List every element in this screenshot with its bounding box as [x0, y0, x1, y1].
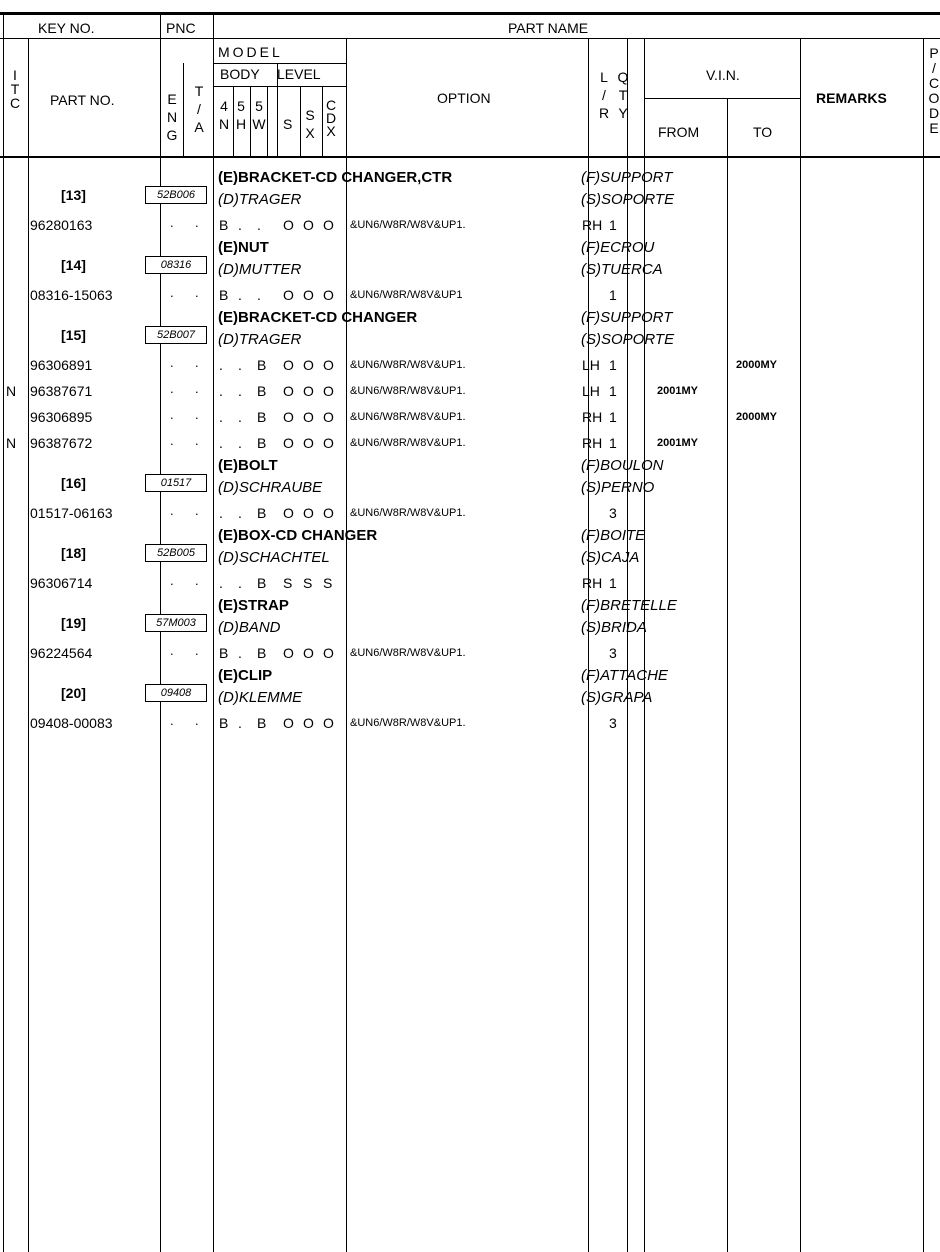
level-cdx-value: O — [323, 217, 334, 233]
ta-value: . — [195, 713, 199, 728]
part-name-en: (E)BOX-CD CHANGER — [218, 527, 378, 544]
ta-value: . — [195, 381, 199, 396]
header-bottom-rule — [0, 156, 940, 158]
eng-value: . — [170, 713, 174, 728]
body-5w-value: B — [257, 645, 267, 661]
column-rule — [322, 86, 323, 156]
body-4n-value: . — [219, 409, 223, 425]
level-sx-value: O — [303, 287, 314, 303]
qty-value: 3 — [609, 645, 617, 661]
level-s-value: O — [283, 217, 294, 233]
part-name-header: PART NAME — [508, 20, 589, 36]
level-s-value: O — [283, 645, 294, 661]
level-cdx-value: O — [323, 287, 334, 303]
part-name-de: (D)TRAGER — [218, 191, 302, 208]
itc-header: I T C — [10, 67, 21, 111]
body-4n-value: B — [219, 217, 229, 233]
pnc-code-box: 08316 — [145, 256, 207, 274]
lr-header: L / R — [598, 69, 610, 121]
vin-to-value: 2000MY — [736, 411, 777, 423]
interchange-code: N — [6, 383, 17, 399]
level-sx-value: O — [303, 505, 314, 521]
part-name-es: (S)CAJA — [581, 549, 640, 566]
body-5h-value: . — [238, 409, 242, 425]
body-5w-value: B — [257, 357, 267, 373]
option-value: &UN6/W8R/W8V&UP1. — [350, 717, 466, 729]
part-name-es: (S)PERNO — [581, 479, 655, 496]
level-s-value: O — [283, 435, 294, 451]
level-s-header: S — [283, 116, 293, 132]
vin-to-header: TO — [753, 124, 773, 140]
option-header: OPTION — [437, 90, 491, 106]
part-name-en: (E)CLIP — [218, 667, 273, 684]
level-cdx-value: S — [323, 575, 333, 591]
level-sx-header: S X — [305, 107, 315, 141]
level-header: LEVEL — [277, 66, 321, 82]
part-name-fr: (F)ECROU — [581, 239, 655, 256]
body-5h-value: . — [238, 575, 242, 591]
eng-value: . — [170, 355, 174, 370]
part-name-en: (E)BOLT — [218, 457, 278, 474]
column-rule — [727, 98, 728, 1252]
ta-value: . — [195, 355, 199, 370]
option-value: &UN6/W8R/W8V&UP1. — [350, 507, 466, 519]
pcode-header: P / C O D E — [928, 45, 940, 136]
column-rule — [213, 15, 214, 1252]
body-5h-value: . — [238, 715, 242, 731]
key-number: [13] — [61, 187, 86, 203]
body-5h-value: . — [238, 645, 242, 661]
header-rule-1 — [0, 38, 940, 39]
vin-to-value: 2000MY — [736, 359, 777, 371]
level-sx-value: S — [303, 575, 313, 591]
level-cdx-value: O — [323, 645, 334, 661]
vin-from-value: 2001MY — [657, 385, 698, 397]
column-rule — [183, 63, 184, 156]
qty-value: 1 — [609, 409, 617, 425]
ta-value: . — [195, 433, 199, 448]
ta-value: . — [195, 503, 199, 518]
eng-value: . — [170, 643, 174, 658]
ta-value: . — [195, 215, 199, 230]
level-sx-value: O — [303, 645, 314, 661]
part-name-en: (E)STRAP — [218, 597, 289, 614]
key-number: [20] — [61, 685, 86, 701]
part-name-de: (D)SCHACHTEL — [218, 549, 330, 566]
option-value: &UN6/W8R/W8V&UP1. — [350, 411, 466, 423]
qty-value: 1 — [609, 435, 617, 451]
vin-from-value: 2001MY — [657, 437, 698, 449]
level-s-value: O — [283, 287, 294, 303]
pnc-header: PNC — [166, 20, 196, 36]
body-4n-value: . — [219, 575, 223, 591]
level-s-value: O — [283, 715, 294, 731]
column-rule — [267, 86, 268, 156]
level-s-value: O — [283, 505, 294, 521]
body-4n-value: . — [219, 383, 223, 399]
column-rule — [644, 38, 645, 1252]
column-rule — [3, 15, 4, 1252]
lr-value: RH — [582, 435, 603, 451]
qty-value: 3 — [609, 715, 617, 731]
key-number: [19] — [61, 615, 86, 631]
body-5h-header: 5 H — [235, 98, 247, 132]
lr-value: RH — [582, 575, 603, 591]
level-cdx-value: O — [323, 505, 334, 521]
part-name-en: (E)BRACKET-CD CHANGER — [218, 309, 418, 326]
part-name-es: (S)SOPORTE — [581, 191, 675, 208]
column-rule — [300, 86, 301, 156]
eng-value: . — [170, 433, 174, 448]
pnc-code-box: 52B007 — [145, 326, 207, 344]
level-cdx-header: C D X — [325, 97, 337, 139]
vin-header: V.I.N. — [706, 67, 740, 83]
level-cdx-value: O — [323, 715, 334, 731]
lr-value: LH — [582, 383, 600, 399]
part-name-de: (D)SCHRAUBE — [218, 479, 323, 496]
level-sx-value: O — [303, 217, 314, 233]
eng-value: . — [170, 215, 174, 230]
column-rule — [923, 38, 924, 1252]
part-name-es: (S)GRAPA — [581, 689, 653, 706]
ta-value: . — [195, 285, 199, 300]
part-name-en: (E)NUT — [218, 239, 269, 256]
option-value: &UN6/W8R/W8V&UP1. — [350, 359, 466, 371]
body-4n-value: . — [219, 435, 223, 451]
part-number: 96387672 — [30, 435, 93, 451]
key-number: [18] — [61, 545, 86, 561]
key-number: [16] — [61, 475, 86, 491]
part-name-es: (S)SOPORTE — [581, 331, 675, 348]
part-name-de: (D)KLEMME — [218, 689, 303, 706]
level-sx-value: O — [303, 409, 314, 425]
part-name-fr: (F)SUPPORT — [581, 309, 673, 326]
body-4n-value: B — [219, 287, 229, 303]
body-5w-value: B — [257, 435, 267, 451]
remarks-header: REMARKS — [816, 90, 887, 106]
option-value: &UN6/W8R/W8V&UP1. — [350, 437, 466, 449]
lr-value: LH — [582, 357, 600, 373]
key-number: [14] — [61, 257, 86, 273]
qty-header: Q T Y — [617, 69, 629, 121]
part-number: 96387671 — [30, 383, 93, 399]
body-5w-value: . — [257, 217, 261, 233]
vin-rule — [644, 98, 800, 99]
ta-value: . — [195, 573, 199, 588]
qty-value: 3 — [609, 505, 617, 521]
body-header: BODY — [220, 66, 260, 82]
qty-value: 1 — [609, 287, 617, 303]
part-number: 96306714 — [30, 575, 93, 591]
pnc-code-box: 52B006 — [145, 186, 207, 204]
part-name-fr: (F)SUPPORT — [581, 169, 673, 186]
part-name-fr: (F)BOITE — [581, 527, 646, 544]
body-5w-value: B — [257, 409, 267, 425]
pnc-code-box: 52B005 — [145, 544, 207, 562]
body-5w-value: B — [257, 505, 267, 521]
ta-value: . — [195, 643, 199, 658]
body-5h-value: . — [238, 217, 242, 233]
option-value: &UN6/W8R/W8V&UP1 — [350, 289, 463, 301]
option-value: &UN6/W8R/W8V&UP1. — [350, 385, 466, 397]
body-5w-value: . — [257, 287, 261, 303]
level-sx-value: O — [303, 357, 314, 373]
column-rule — [28, 38, 29, 1252]
body-5w-header: 5 W — [252, 98, 266, 132]
part-name-de: (D)TRAGER — [218, 331, 302, 348]
part-number: 96306891 — [30, 357, 93, 373]
lr-value: RH — [582, 217, 603, 233]
body-5h-value: . — [238, 383, 242, 399]
part-number: 96224564 — [30, 645, 93, 661]
body-4n-value: B — [219, 645, 229, 661]
part-number: 96306895 — [30, 409, 93, 425]
top-rule — [0, 12, 940, 15]
ta-header: T / A — [194, 83, 204, 135]
part-name-de: (D)BAND — [218, 619, 281, 636]
level-s-value: O — [283, 357, 294, 373]
body-4n-value: B — [219, 715, 229, 731]
level-s-value: S — [283, 575, 293, 591]
pnc-code-box: 01517 — [145, 474, 207, 492]
level-cdx-value: O — [323, 383, 334, 399]
body-5w-value: B — [257, 575, 267, 591]
part-name-fr: (F)BOULON — [581, 457, 664, 474]
eng-value: . — [170, 381, 174, 396]
body-4n-value: . — [219, 505, 223, 521]
column-rule — [346, 38, 347, 1252]
body-5w-value: B — [257, 715, 267, 731]
eng-header: E N G — [166, 91, 178, 143]
key-no-header: KEY NO. — [38, 20, 95, 36]
part-name-fr: (F)ATTACHE — [581, 667, 668, 684]
eng-value: . — [170, 503, 174, 518]
part-name-es: (S)BRIDA — [581, 619, 647, 636]
option-value: &UN6/W8R/W8V&UP1. — [350, 219, 466, 231]
part-number: 01517-06163 — [30, 505, 113, 521]
key-number: [15] — [61, 327, 86, 343]
body-4n-value: . — [219, 357, 223, 373]
body-4n-header: 4 N — [218, 98, 230, 132]
eng-value: . — [170, 407, 174, 422]
qty-value: 1 — [609, 217, 617, 233]
part-name-es: (S)TUERCA — [581, 261, 663, 278]
lr-value: RH — [582, 409, 603, 425]
body-5h-value: . — [238, 357, 242, 373]
part-number: 96280163 — [30, 217, 93, 233]
body-5h-value: . — [238, 435, 242, 451]
level-sx-value: O — [303, 435, 314, 451]
option-value: &UN6/W8R/W8V&UP1. — [350, 647, 466, 659]
qty-value: 1 — [609, 383, 617, 399]
level-cdx-value: O — [323, 357, 334, 373]
level-cdx-value: O — [323, 435, 334, 451]
column-rule — [627, 38, 628, 1252]
qty-value: 1 — [609, 575, 617, 591]
eng-value: . — [170, 573, 174, 588]
pnc-code-box: 57M003 — [145, 614, 207, 632]
interchange-code: N — [6, 435, 17, 451]
model-header: MODEL — [218, 44, 283, 60]
part-no-header: PART NO. — [50, 92, 115, 108]
body-5w-value: B — [257, 383, 267, 399]
qty-value: 1 — [609, 357, 617, 373]
level-sx-value: O — [303, 383, 314, 399]
eng-value: . — [170, 285, 174, 300]
pnc-code-box: 09408 — [145, 684, 207, 702]
vin-from-header: FROM — [658, 124, 700, 140]
part-number: 09408-00083 — [30, 715, 113, 731]
body-5h-value: . — [238, 287, 242, 303]
part-name-de: (D)MUTTER — [218, 261, 302, 278]
part-name-fr: (F)BRETELLE — [581, 597, 677, 614]
level-sx-value: O — [303, 715, 314, 731]
body-5h-value: . — [238, 505, 242, 521]
part-name-en: (E)BRACKET-CD CHANGER,CTR — [218, 169, 453, 186]
column-rule — [800, 38, 801, 1252]
level-s-value: O — [283, 383, 294, 399]
level-cdx-value: O — [323, 409, 334, 425]
part-number: 08316-15063 — [30, 287, 113, 303]
level-s-value: O — [283, 409, 294, 425]
ta-value: . — [195, 407, 199, 422]
model-rule — [214, 63, 346, 64]
